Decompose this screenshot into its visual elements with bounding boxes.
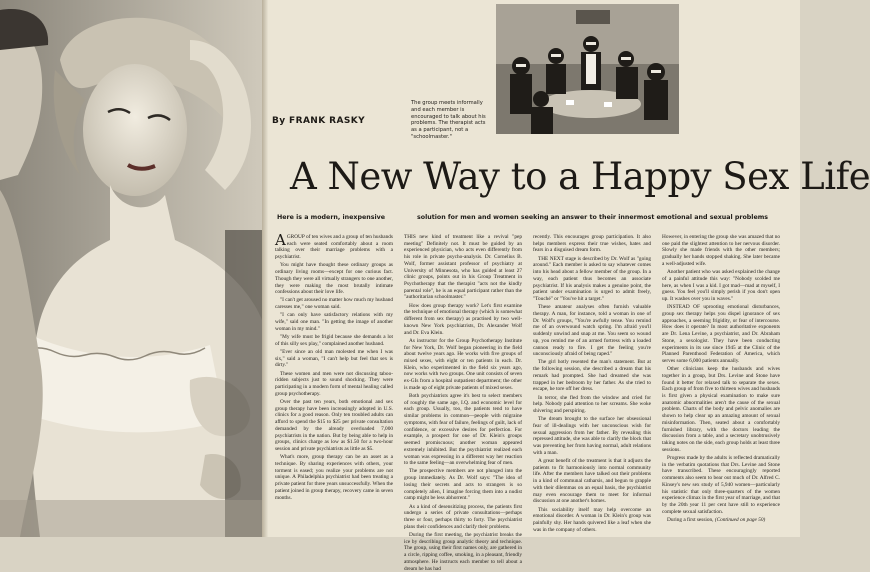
- paragraph: Another patient who was asked explained the change of a painful attitude this way: "Nobody scolded me here, as when I was a kid. I got mad—mad at myself, I guess. You feel you'll simply perish if you don't open up. It washes over you in waves.": [662, 269, 780, 302]
- paragraph: Progress made by the adults is reflected dramatically in the verbatim quotations that Drs. Levine and Stone have transcribed. These encouragingly reported comments also seem to bear out much of Dr. Alfred C. Kinsey's new sex study of 5,940 women—particularly his statistic that only three-quarters of the women experience climax in the first year of marriage, and that by the 20th year 11 per cent have still to experience complete sexual satisfaction.: [662, 455, 780, 515]
- column-1: [275, 231, 393, 534]
- subhead-right: solution for men and women seeking an answer to their innermost emotional and sexual problems: [417, 214, 769, 221]
- paragraph: However, in entering the group she was amazed that no one paid the slightest attention to her nervous disorder. Slowly she made friends with the other members; gradually her hands stopped shaking. She later became a well-adjusted wife.: [662, 234, 780, 267]
- column-4: [662, 234, 780, 534]
- paragraph: The girl hotly resented the man's statement. But at the following session, she described a dream that his remark had prompted. She had dreamed she was trapped in her bedroom by her father. As she tried to escape, he tore off her dress.: [533, 359, 651, 393]
- paragraph: As instructor for the Group Psychotherapy Institute for New York, Dr. Wolf began pioneering in the field about twelve years ago. He works with five groups of mixed sexes, with eight or ten patients in each. Dr. Klein, who experimented in the field six years ago, now works with two groups. One unit consists of seven ex-GIs from a hospital outpatient department; the other is made up of eight private patients of mixed sexes.: [404, 337, 522, 391]
- paragraph: INSTEAD OF uprooting emotional disturbances, group sex therapy helps you dispel ignorance of sex approaches, a seeming frigidity, or fear of intercourse. How does it operate? In most authoritative exponents are Dr. Lena Levine, a psychiatrist, and Dr. Abraham Stone, a sexologist. They have been conducting experiments in its use since 1945 at the Clinic of the Planned Parenthood Federation of America, which serves some 6,000 patients annually.: [662, 304, 780, 364]
- paragraph: Over the past ten years, both emotional and sex group therapy have been increasingly adopted in U.S. clinics for a good reason. Only ten troubled adults can afford to spend the $15 to $25 per private consultation demanded by the already overloaded 7,000 psychiatrists in the nation. But by being able to help in groups, clinics charge as low as $1.50 for a two-hour session and private psychiatrists as little as $5.: [275, 399, 393, 453]
- paragraph: During the first meeting, the psychiatrist breaks the ice by describing group analytic theory and technique. The group, using their first names only, are gathered in a circle, ripping coffee, smoking, in a pleasant, friendly atmosphere. He instructs each member to tell about a dream he has had: [404, 531, 522, 572]
- paragraph: Other clinicians keep the husbands and wives together in a group, but Drs. Levine and Stone have found it better for relaxed talk to separate the sexes. Each group of from five to thirteen wives and husbands is first given a physical examination to make sure anatomic abnormalities aren't the cause of the sexual problem. Charts of the body and pelvic anomalies are shown to help clear up an amazing amount of sexual misinformation. Then, seated about a comfortably furnished library, with the doctors leading the discussion from a table, and a secretary unobtrusively taking notes on the side, each group holds at least three sessions.: [662, 366, 780, 453]
- photo-caption: The group meets informally and each member is encouraged to talk about his problems. The therapist acts as a participant, not a "schoolmaster.": [411, 100, 486, 140]
- column-3: [533, 234, 651, 534]
- column-2: [404, 234, 522, 572]
- continued-note: (Continued on page 50): [714, 516, 766, 523]
- group-therapy-photo: [496, 4, 679, 134]
- paragraph: What's more, group therapy can be an asset as a technique. By sharing experiences with others, your torment is eased; you realize your problems are not unique. A Philadelphia psychiatrist had been treating a private patient for three years unsuccessfully. When the patient joined in group therapy, recovery came in seven months.: [275, 454, 393, 501]
- paragraph: Both psychiatrists agree it's best to select members of roughly the same age, I.Q. and economic level for each group. Usually, too, the patients tend to have similar problems in common—people with migraine symptoms, with fear of failure, feelings of guilt, lack of confidence, or excessive desires for perfection. For example, a prospect for one of Dr. Klein's groups seemed promiscuous; another woman appeared extremely inhibited. But the psychiatrist realized each woman was expressing in a different way her reaction to the same feeling—an overwhelming fear of men.: [404, 393, 522, 467]
- paragraph: "I can only have satisfactory relations with my wife," said one man. "In getting the image of another woman in my mind.": [275, 312, 393, 332]
- subhead-left: Here is a modern, inexpensive: [277, 214, 386, 221]
- paragraph: recently. This encourages group participation. It also helps members express their true wishes, hates and fears in a disguised dream form.: [533, 234, 651, 254]
- article-headline: A New Way to a Happy Sex Life: [290, 155, 870, 198]
- paragraph: These women and men were not discussing taboo-ridden subjects just to sound shocking. They were participating in a modern form of mental healing called group psychotherapy.: [275, 370, 393, 397]
- paragraph: A great benefit of the treatment is that it adjusts the patients to fit harmoniously into normal community life. After the members have talked out their problems in a kind of communal catharsis, and begun to grapple with their dilemmas on an equal basis, the psychiatrist may even encourage them to meet for informal discussion at one another's homes.: [533, 458, 651, 505]
- paragraph: THE NEXT stage is described by Dr. Wolf as "going around." Each member is asked to say whatever comes into his head about a fellow member of the group. In a way, each patient thus becomes an associate psychiatrist. If his analysis makes a genuine point, the patient under examination is urged to admit freely, "Touché" or "You've hit a target.": [533, 255, 651, 302]
- byline: By FRANK RASKY: [272, 116, 366, 126]
- paragraph: "Ever since an old man molested me when I was six," said a woman, "I can't help but feel that sex is dirty.": [275, 349, 393, 369]
- paragraph: During a first session, (Continued on page 50): [667, 516, 766, 523]
- paragraph: "I can't get aroused no matter how much my husband caresses me," one woman said.: [275, 297, 393, 311]
- paragraph: The prospective members are not plunged into the group immediately. As Dr. Wolf says: "The idea of losing their secrets and acts to strangers is so completely alien, I imagine forcing them into a nudist camp might be less abhorrent.": [404, 468, 522, 502]
- paragraph: In terror, she fled from the window and cried for help. Nobody paid attention to her screams. She woke shivering and perspiring.: [533, 394, 651, 414]
- paragraph: "My wife must be frigid because she demands a lot of this silly sex play," complained another husband.: [275, 334, 393, 347]
- drop-cap: A: [275, 231, 286, 249]
- subhead: [0, 214, 800, 226]
- left-page: [0, 0, 262, 537]
- paragraph: AGROUP of ten wives and a group of ten husbands each were seated comfortably about a room talking over their marriage problems with a psychiatrist.: [275, 231, 393, 261]
- paragraph: These amateur analyses often furnish valuable therapy. A man, for instance, told a woman in one of Dr. Wolf's groups, "You're awfully tense. You remind me of an overwound watch spring. I'm afraid you'll suddenly unwind and snap at me. You seem so wound up, you remind me of an armed fortress with a loaded cannon ready to fire. I get the feeling you're unconsciously afraid of being raped.": [533, 304, 651, 358]
- paragraph: You might have thought these ordinary groups as ordinary living rooms—except for one curious fact. Though they were all virtually strangers to one another, they were making the most brutally intimate confessions about their love life.: [275, 262, 393, 296]
- paragraph: THIS new kind of treatment like a revival "pep meeting" Definitely not. It must be guided by an experienced physician, who acts even differently from his role in private psycho-analysis. Dr. Cornelius B. Wolf, former assistant professor of psychiatry at University of Minnesota, who has guided at least 27 clinic groups, points out in his Group Treatment in Psychotherapy that the therapist "acts not the kindly parental role", he is an equal participant rather than the "authoritarian schoolmaster.": [404, 234, 522, 301]
- couple-photo: [0, 0, 262, 537]
- paragraph: The dream brought to the surface her obsessional fear of ill-dealings with her unconscious wish for sexual aggression from her father. By revealing this repressed attitude, she was able to clarify the block that was preventing her from having normal, adult relations with a man.: [533, 416, 651, 456]
- paragraph: This sociability itself may help overcome an emotional disorder. A woman in Dr. Klein's group was painfully shy. Her hands quivered like a leaf when she was in the company of others.: [533, 506, 651, 533]
- paragraph: How does group therapy work? Let's first examine the technique of emotional therapy (which is somewhat different from sex therapy) as practised by two well-known New York psychiatrists, Dr. Alexander Wolf and Dr. Eva Klein.: [404, 302, 522, 336]
- paragraph: As a kind of desensitizing process, the patients first undergo a series of private consultations—perhaps three or four, perhaps thirty to forty. The psychiatrist plans their confidences and clarify their problems.: [404, 503, 522, 530]
